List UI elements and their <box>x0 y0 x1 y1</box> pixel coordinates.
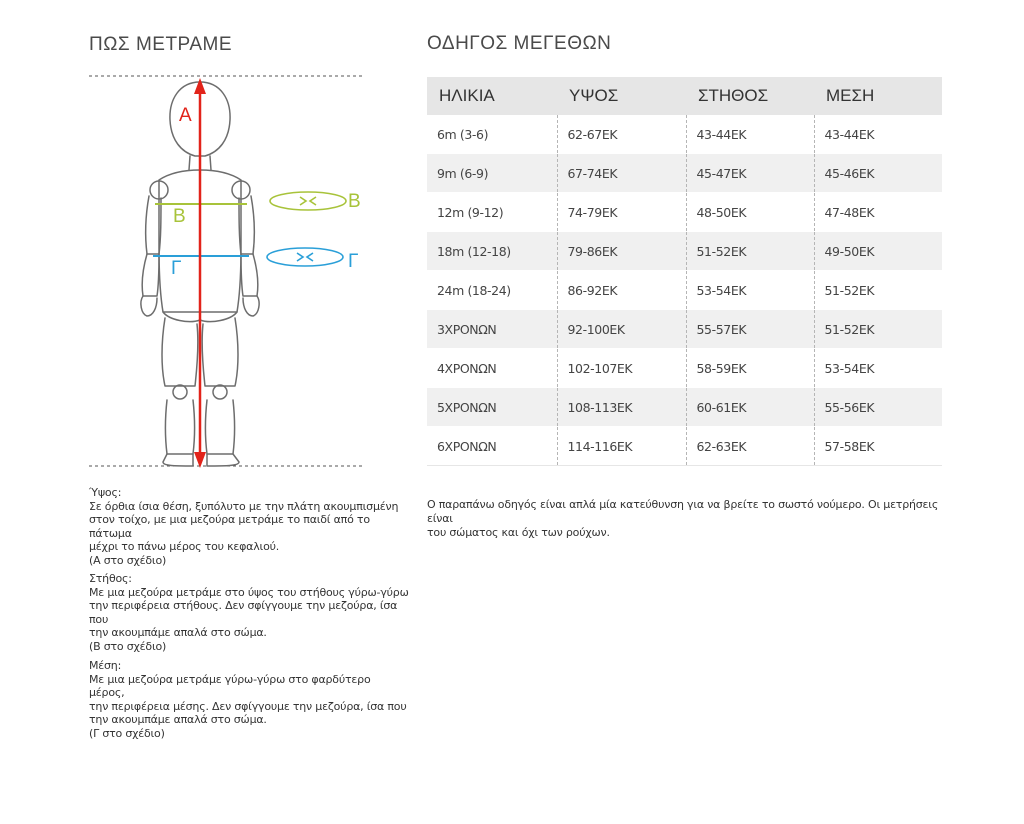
size-guide-title: ΟΔΗΓΟΣ ΜΕΓΕΘΩΝ <box>427 33 612 54</box>
cell-waist: 57-58ΕΚ <box>814 427 942 466</box>
description-line: (Β στο σχέδιο) <box>89 639 167 653</box>
waist-loop-icon <box>267 248 343 266</box>
waist-description <box>89 659 409 740</box>
cell-chest: 43-44ΕΚ <box>686 115 814 154</box>
cell-chest: 48-50ΕΚ <box>686 193 814 232</box>
note-line: του σώματος και όχι των ρούχων. <box>427 526 610 539</box>
table-row <box>427 232 942 271</box>
cell-height: 108-113ΕΚ <box>557 388 686 427</box>
cell-height: 86-92ΕΚ <box>557 271 686 310</box>
cell-waist: 51-52ΕΚ <box>814 271 942 310</box>
table-row <box>427 349 942 388</box>
cell-age: 6ΧΡΟΝΩΝ <box>427 427 557 466</box>
note-line: Ο παραπάνω οδηγός είναι απλά μία κατεύθυνση για να βρείτε το σωστό νούμερο. Οι μετρήσεις είναι <box>427 498 939 525</box>
cell-chest: 60-61ΕΚ <box>686 388 814 427</box>
cell-height: 114-116ΕΚ <box>557 427 686 466</box>
cell-waist: 51-52ΕΚ <box>814 310 942 349</box>
label-g: Γ <box>171 258 182 279</box>
cell-age: 6m (3-6) <box>427 115 557 154</box>
cell-chest: 58-59ΕΚ <box>686 349 814 388</box>
how-to-measure-title: ΠΩΣ ΜΕΤΡΑΜΕ <box>89 34 232 55</box>
chest-description <box>89 572 409 653</box>
height-arrow-icon <box>194 78 206 468</box>
cell-height: 79-86ΕΚ <box>557 232 686 271</box>
header-chest: ΣΤΗΘΟΣ <box>686 77 814 115</box>
header-waist: ΜΕΣΗ <box>814 77 942 115</box>
description-line: (Γ στο σχέδιο) <box>89 726 165 740</box>
cell-chest: 51-52ΕΚ <box>686 232 814 271</box>
cell-waist: 49-50ΕΚ <box>814 232 942 271</box>
cell-age: 18m (12-18) <box>427 232 557 271</box>
size-guide-note <box>427 498 957 540</box>
height-heading: Ύψος: <box>89 486 122 499</box>
cell-chest: 55-57ΕΚ <box>686 310 814 349</box>
table-row <box>427 388 942 427</box>
height-description <box>89 486 409 567</box>
table-row <box>427 115 942 154</box>
table-row <box>427 154 942 193</box>
description-line: στον τοίχο, με μια μεζούρα μετράμε το παιδί από το πάτωμα <box>89 513 370 540</box>
label-g-side: Γ <box>348 251 359 272</box>
table-header-row <box>427 77 942 115</box>
cell-age: 3ΧΡΟΝΩΝ <box>427 310 557 349</box>
chest-loop-icon <box>270 192 346 210</box>
cell-age: 12m (9-12) <box>427 193 557 232</box>
header-age: ΗΛΙΚΙΑ <box>427 77 557 115</box>
table-row <box>427 310 942 349</box>
cell-age: 4ΧΡΟΝΩΝ <box>427 349 557 388</box>
cell-age: 24m (18-24) <box>427 271 557 310</box>
description-line: την ακουμπάμε απαλά στο σώμα. <box>89 626 267 639</box>
description-line: Με μια μεζούρα μετράμε στο ύψος του στήθους γύρω-γύρω <box>89 585 409 599</box>
cell-height: 62-67ΕΚ <box>557 115 686 154</box>
waist-heading: Μέση: <box>89 659 122 672</box>
description-line: (Α στο σχέδιο) <box>89 553 167 567</box>
table-row <box>427 271 942 310</box>
cell-waist: 53-54ΕΚ <box>814 349 942 388</box>
table-row <box>427 427 942 466</box>
cell-height: 67-74ΕΚ <box>557 154 686 193</box>
description-line: μέχρι το πάνω μέρος του κεφαλιού. <box>89 540 280 553</box>
cell-waist: 43-44ΕΚ <box>814 115 942 154</box>
measurement-figure <box>89 68 369 478</box>
table-row <box>427 193 942 232</box>
description-line: την περιφέρεια μέσης. Δεν σφίγγουμε την μεζούρα, ίσα που <box>89 699 407 713</box>
cell-age: 9m (6-9) <box>427 154 557 193</box>
cell-height: 102-107ΕΚ <box>557 349 686 388</box>
cell-waist: 47-48ΕΚ <box>814 193 942 232</box>
cell-waist: 55-56ΕΚ <box>814 388 942 427</box>
cell-chest: 62-63ΕΚ <box>686 427 814 466</box>
size-guide-table <box>427 77 942 466</box>
cell-chest: 53-54ΕΚ <box>686 271 814 310</box>
label-b-side: Β <box>348 191 361 212</box>
description-line: Με μια μεζούρα μετράμε γύρω-γύρω στο φαρδύτερο μέρος, <box>89 672 371 699</box>
cell-age: 5ΧΡΟΝΩΝ <box>427 388 557 427</box>
description-line: Σε όρθια ίσια θέση, ξυπόλυτο με την πλάτη ακουμπισμένη <box>89 499 399 513</box>
description-line: την ακουμπάμε απαλά στο σώμα. <box>89 713 267 726</box>
cell-height: 74-79ΕΚ <box>557 193 686 232</box>
label-b: Β <box>173 206 186 227</box>
description-line: την περιφέρεια στήθους. Δεν σφίγγουμε την μεζούρα, ίσα που <box>89 599 398 626</box>
header-height: ΥΨΟΣ <box>557 77 686 115</box>
cell-waist: 45-46ΕΚ <box>814 154 942 193</box>
cell-chest: 45-47ΕΚ <box>686 154 814 193</box>
chest-heading: Στήθος: <box>89 572 132 585</box>
cell-height: 92-100ΕΚ <box>557 310 686 349</box>
label-a: Α <box>179 105 192 126</box>
